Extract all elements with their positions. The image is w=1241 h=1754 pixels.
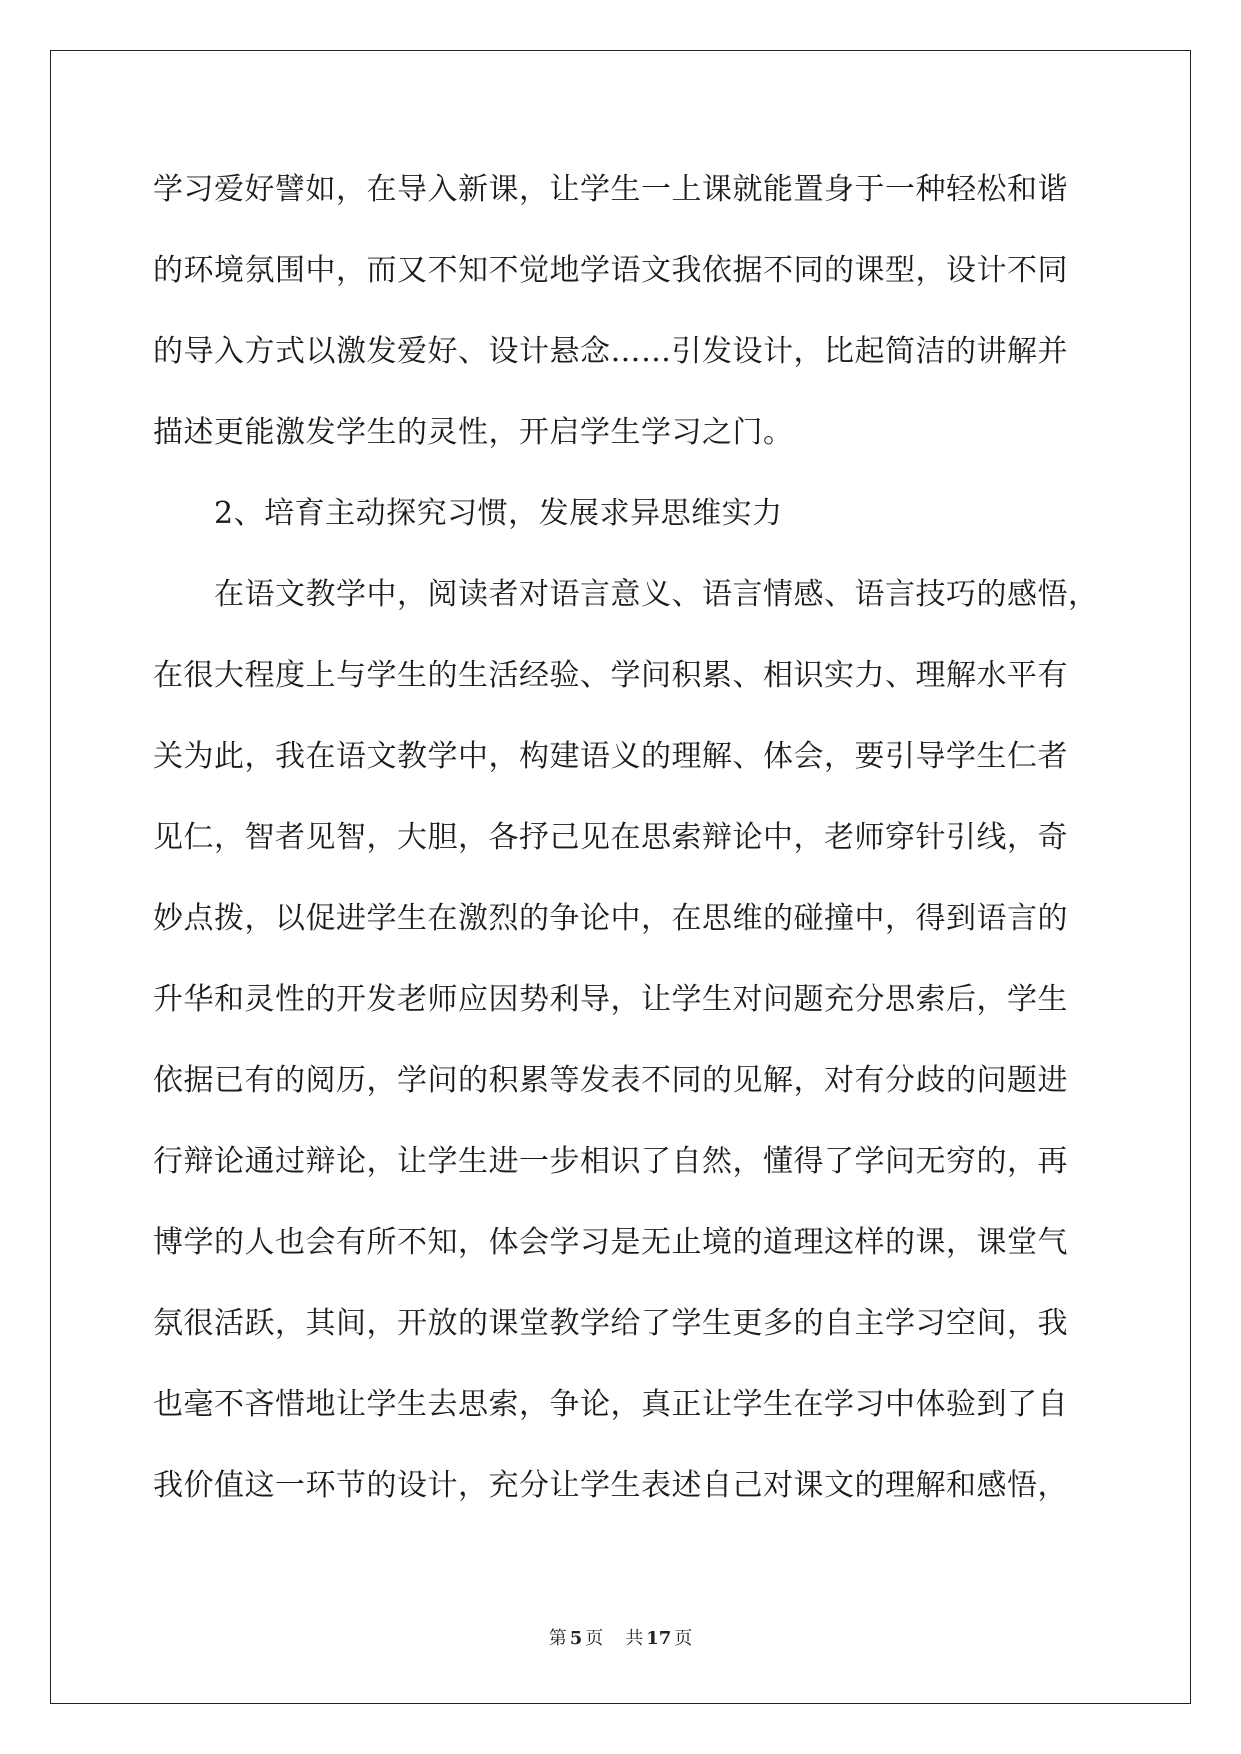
total-prefix: 共 [625, 1628, 644, 1649]
body-line: 见仁，智者见智，大胆，各抒己见在思索辩论中，老师穿针引线，奇 [153, 820, 1068, 855]
page-number: 5 [569, 1628, 583, 1649]
section-heading: 2、培育主动探究习惯，发展求异思维实力 [214, 496, 783, 531]
total-pages: 17 [646, 1628, 672, 1649]
body-line: 的环境氛围中，而又不知不觉地学语文我依据不同的课型，设计不同 [153, 253, 1068, 288]
body-line: 博学的人也会有所不知，体会学习是无止境的道理这样的课，课堂气 [153, 1225, 1068, 1260]
body-line: 描述更能激发学生的灵性，开启学生学习之门。 [153, 415, 794, 450]
page-suffix: 页 [585, 1628, 604, 1649]
document-body [153, 160, 1099, 1537]
body-line: 我价值这一环节的设计，充分让学生表述自己对课文的理解和感悟， [153, 1468, 1068, 1503]
body-line: 关为此，我在语文教学中，构建语义的理解、体会，要引导学生仁者 [153, 739, 1068, 774]
body-line: 妙点拨，以促进学生在激烈的争论中，在思维的碰撞中，得到语言的 [153, 901, 1068, 936]
total-suffix: 页 [674, 1628, 693, 1649]
body-line: 在语文教学中，阅读者对语言意义、语言情感、语言技巧的感悟， [214, 577, 1099, 612]
body-line: 氛很活跃，其间，开放的课堂教学给了学生更多的自主学习空间，我 [153, 1306, 1068, 1341]
page-footer [0, 1624, 1241, 1650]
body-line: 的导入方式以激发爱好、设计悬念……引发设计，比起简洁的讲解并 [153, 334, 1068, 369]
body-line: 升华和灵性的开发老师应因势利导，让学生对问题充分思索后，学生 [153, 982, 1068, 1017]
body-line: 依据已有的阅历，学问的积累等发表不同的见解，对有分歧的问题进 [153, 1063, 1068, 1098]
body-line: 学习爱好譬如，在导入新课，让学生一上课就能置身于一种轻松和谐 [153, 172, 1068, 207]
body-line: 行辩论通过辩论，让学生进一步相识了自然，懂得了学问无穷的，再 [153, 1144, 1068, 1179]
page-prefix: 第 [548, 1628, 567, 1649]
body-line: 也毫不吝惜地让学生去思索，争论，真正让学生在学习中体验到了自 [153, 1387, 1068, 1422]
body-line: 在很大程度上与学生的生活经验、学问积累、相识实力、理解水平有 [153, 658, 1068, 693]
